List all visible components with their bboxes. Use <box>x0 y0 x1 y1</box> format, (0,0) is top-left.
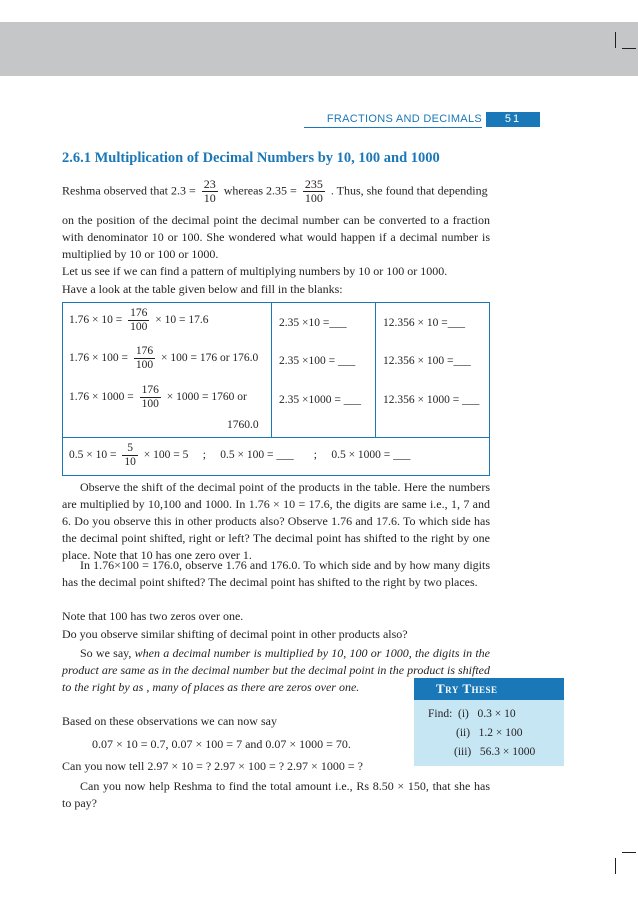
denominator: 100 <box>304 191 323 205</box>
denominator: 10 <box>203 191 216 205</box>
fraction <box>202 178 218 205</box>
table-cell: 0.5 × 10 = $\frac{5}{10}$ × 100 = 5 ; 0.5 × 100 = ___ ; 0.5 × 1000 = ___ <box>69 442 411 468</box>
table-cell: 12.356 × 100 =___ <box>383 355 471 367</box>
paragraph: Have a look at the table given below and fill in the blanks: <box>62 282 343 296</box>
table-cell: 12.356 × 1000 = ___ <box>383 394 480 406</box>
multiplication-table <box>62 302 490 476</box>
try-find-label: Find: <box>428 708 453 720</box>
running-header <box>300 112 540 128</box>
paragraph: Do you observe similar shifting of decimal point in other products also? <box>62 627 408 641</box>
intro-text: . Thus, she found that depending <box>330 183 488 198</box>
question-line: Can you now tell 2.97 × 10 = ? 2.97 × 100 = ? 2.97 × 1000 = ? <box>62 759 363 773</box>
fraction <box>303 178 325 205</box>
header-rule <box>304 127 482 128</box>
paragraph: Can you now help Reshma to find the total amount i.e., Rs 8.50 × 150, that she has to pay? <box>62 779 490 810</box>
top-gray-band <box>0 22 638 76</box>
numerator: 235 <box>304 177 323 191</box>
table-cell: 1760.0 <box>227 419 259 431</box>
table-cell: 2.35 ×100 = ___ <box>279 355 356 367</box>
intro-text: whereas 2.35 = <box>223 183 297 198</box>
crop-mark <box>615 32 616 48</box>
header-title: FRACTIONS AND DECIMALS <box>326 113 482 125</box>
table-cell: 12.356 × 10 =___ <box>383 317 465 329</box>
table-cell: 1.76 × 10 = $\frac{176}{100}$ × 10 = 17.6 <box>69 307 209 333</box>
table-cell: 1.76 × 100 = $\frac{176}{100}$ × 100 = 176 or 176.0 <box>69 345 259 371</box>
crop-mark <box>615 858 616 874</box>
try-these-box <box>414 678 564 766</box>
paragraph: Observe the shift of the decimal point of the products in the table. Here the numbers are multiplied by 10,100 and 1000. In 1.76 × 10 = 17.6, the digits are same i.e., 1, 7 and 6. Do you observe this in other products also? Observe 1.76 and 17.6. To which side has the decimal point shifted, right or left? The decimal point has shifted to the right by one place. Note that 10 has one zero over 1. <box>62 480 490 562</box>
intro-text: Reshma observed that 2.3 = <box>62 183 196 198</box>
paragraph: Based on these observations we can now say <box>62 714 277 728</box>
table-divider <box>63 437 489 438</box>
crop-mark <box>622 48 636 49</box>
intro-line <box>62 178 488 205</box>
rule-statement: when a decimal number is multiplied by 10, 100 or 1000, the digits in the product are same as in the decimal number but the decimal point in the product is shifted to the right by as , many of places as there are zeros over one. <box>62 646 491 694</box>
crop-mark <box>622 852 636 853</box>
paragraph: In 1.76×100 = 176.0, observe 1.76 and 176.0. To which side and by how many digits has the decimal point shifted? The decimal point has shifted to the right by two places. <box>62 558 490 589</box>
paragraph: Let us see if we can find a pattern of multiplying numbers by 10 or 100 or 1000. <box>62 264 448 278</box>
try-these-title: Try These <box>414 678 564 700</box>
try-item: (iii) 56.3 × 1000 <box>454 746 536 758</box>
section-title: 2.6.1 Multiplication of Decimal Numbers by 10, 100 and 1000 <box>62 150 440 166</box>
paragraph-rule: So we say, when a decimal number is multiplied by 10, 100 or 1000, the digits in the product are same as in the decimal number but the decimal point in the product is shifted to the right by as , many of places as there are zeros over one. <box>62 646 491 694</box>
example-line: 0.07 × 10 = 0.7, 0.07 × 100 = 7 and 0.07 × 1000 = 70. <box>92 737 351 751</box>
try-item: (ii) 1.2 × 100 <box>456 727 523 739</box>
paragraph: Note that 100 has two zeros over one. <box>62 609 244 623</box>
table-divider <box>271 303 272 437</box>
try-item: (i) 0.3 × 10 <box>458 708 516 720</box>
table-cell: 2.35 ×1000 = ___ <box>279 394 361 406</box>
numerator: 23 <box>203 177 216 191</box>
table-divider <box>375 303 376 437</box>
table-cell: 1.76 × 1000 = $\frac{176}{100}$ × 1000 = 1760 or <box>69 384 247 410</box>
intro-continuation: on the position of the decimal point the decimal number can be converted to a fraction with denominator 10 or 100. She wondered what would happen if a decimal number is multiplied by 10 or 100 or 1000. <box>62 213 490 261</box>
page-number: 51 <box>486 112 540 127</box>
table-cell: 2.35 ×10 =___ <box>279 317 347 329</box>
